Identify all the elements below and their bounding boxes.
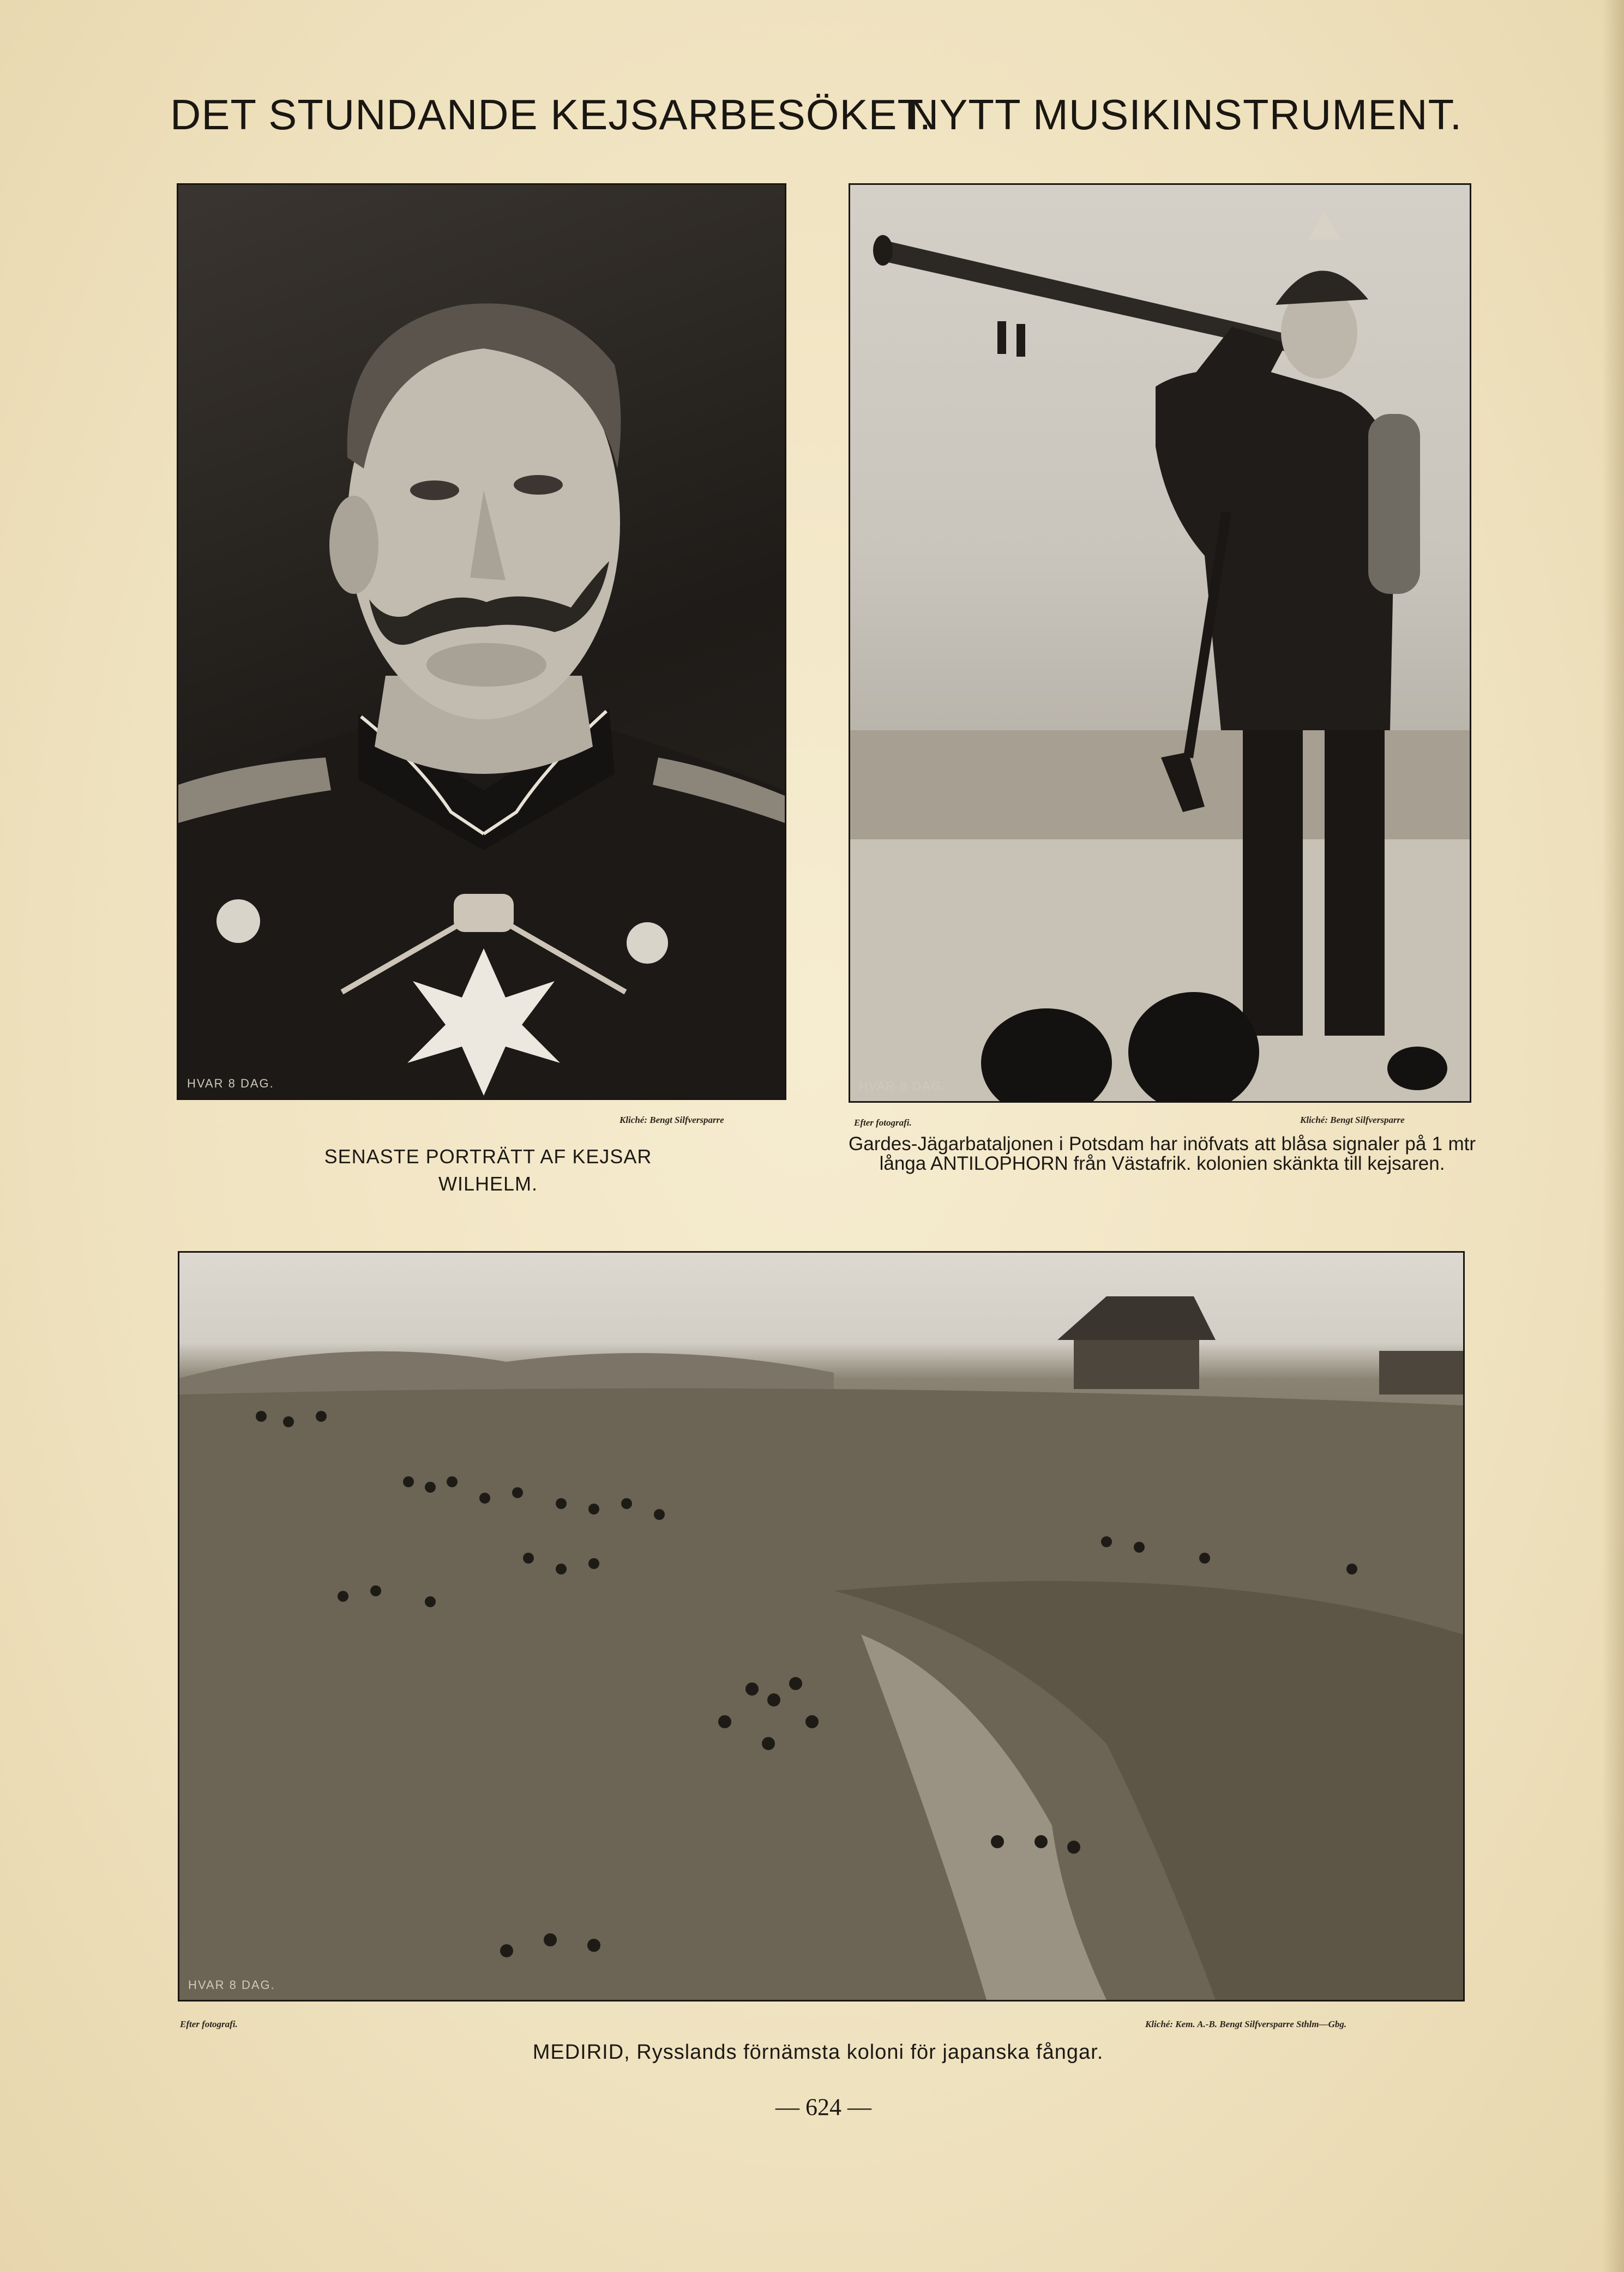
portrait-credit: Kliché: Bengt Silfversparre (619, 1115, 724, 1125)
soldier-credit-right: Kliché: Bengt Silfversparre (1300, 1115, 1405, 1125)
page-edge-shadow (1602, 0, 1624, 2272)
camp-photo (178, 1251, 1465, 2001)
soldier-illustration (850, 185, 1470, 1101)
heading-musikinstrument: NYTT MUSIKINSTRUMENT. (908, 91, 1463, 139)
soldier-watermark: HVAR 8 DAG. (859, 1079, 946, 1093)
portrait-photo (177, 183, 786, 1100)
camp-caption: MEDIRID, Rysslands förnämsta koloni för japanska fångar. (532, 2041, 1104, 2064)
camp-credit-right: Kliché: Kem. A.-B. Bengt Silfversparre Sthlm—Gbg. (1145, 2019, 1347, 2029)
camp-watermark: HVAR 8 DAG. (188, 1978, 275, 1992)
soldier-photo (849, 183, 1471, 1103)
page-number: — 624 — (775, 2094, 871, 2120)
soldier-caption: Gardes-Jägarbataljonen i Potsdam har inöfvats att blåsa signaler på 1 mtr långa ANTILOPHORN från Västafrik. kolonien skänkta till kejsaren. (849, 1133, 1476, 1174)
portrait-illustration (178, 185, 785, 1098)
camp-credit-left: Efter fotografi. (180, 2019, 238, 2029)
soldier-credit-left: Efter fotografi. (854, 1117, 912, 1128)
portrait-watermark: HVAR 8 DAG. (187, 1077, 274, 1090)
portrait-caption: SENASTE PORTRÄTT AF KEJSAR WILHELM. (324, 1145, 652, 1195)
heading-kejsarbesoket: DET STUNDANDE KEJSARBESÖKET. (170, 91, 932, 139)
camp-illustration (179, 1253, 1463, 2000)
